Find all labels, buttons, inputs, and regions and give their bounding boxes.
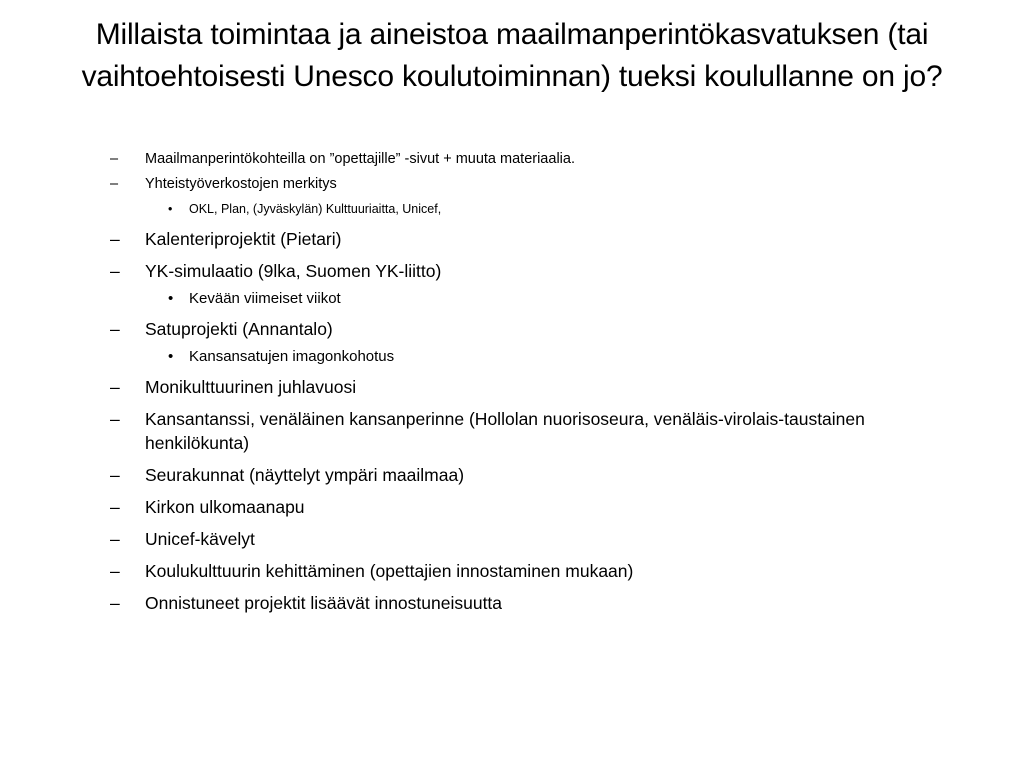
list-item-text: Unicef-kävelyt	[145, 529, 255, 549]
list-item	[110, 527, 930, 551]
list-item	[110, 148, 930, 170]
dash-marker: –	[110, 261, 120, 281]
dash-marker: –	[110, 561, 120, 581]
sub-list-item	[110, 347, 930, 367]
list-item	[110, 259, 930, 283]
list-item	[110, 173, 930, 195]
bullet-list	[110, 148, 930, 615]
list-item-text: Monikulttuurinen juhlavuosi	[145, 377, 357, 397]
sub-list-item	[110, 289, 930, 309]
bullet-marker: •	[168, 348, 174, 365]
list-item	[110, 227, 930, 251]
list-item	[110, 591, 930, 615]
slide-title: Millaista toimintaa ja aineistoa maailmanperintökasvatuksen (tai vaihtoehtoisesti Unesco koulutoiminnan) tueksi koulullanne on jo?	[81, 18, 943, 93]
dash-marker: –	[110, 319, 120, 339]
sub-list-item	[110, 199, 930, 219]
sub-list-item-text: OKL, Plan, (Jyväskylän) Kulttuuriaitta, Unicef,	[189, 202, 442, 216]
list-item	[110, 495, 930, 519]
bullet-marker: •	[168, 202, 173, 216]
list-item	[110, 463, 930, 487]
sub-list-item-text: Kansansatujen imagonkohotus	[189, 348, 395, 365]
dash-marker: –	[110, 176, 119, 192]
list-item-text: Seurakunnat (näyttelyt ympäri maailmaa)	[145, 465, 465, 485]
list-item	[110, 559, 930, 583]
list-item-text: Kansantanssi, venäläinen kansanperinne (Hollolan nuorisoseura, venäläis-virolais-taustainen henkilökunta)	[145, 409, 865, 453]
dash-marker: –	[110, 409, 120, 429]
list-item-text: YK-simulaatio (9lka, Suomen YK-liitto)	[145, 261, 442, 281]
dash-marker: –	[110, 593, 120, 613]
dash-marker: –	[110, 529, 120, 549]
list-item-text: Onnistuneet projektit lisäävät innostuneisuutta	[145, 593, 503, 613]
dash-marker: –	[110, 229, 120, 249]
list-item-text: Kalenteriprojektit (Pietari)	[145, 229, 342, 249]
list-item	[110, 407, 930, 455]
dash-marker: –	[110, 465, 120, 485]
dash-marker: –	[110, 377, 120, 397]
list-item-text: Koulukulttuurin kehittäminen (opettajien innostaminen mukaan)	[145, 561, 634, 581]
list-item-text: Kirkon ulkomaanapu	[145, 497, 305, 517]
list-item-text: Satuprojekti (Annantalo)	[145, 319, 333, 339]
list-item-text: Maailmanperintökohteilla on ”opettajille” -sivut + muuta materiaalia.	[145, 151, 575, 167]
list-item-text: Yhteistyöverkostojen merkitys	[145, 176, 337, 192]
sub-list-item-text: Kevään viimeiset viikot	[189, 290, 341, 307]
dash-marker: –	[110, 497, 120, 517]
list-item	[110, 317, 930, 341]
bullet-marker: •	[168, 290, 174, 307]
dash-marker: –	[110, 151, 119, 167]
list-item	[110, 375, 930, 399]
